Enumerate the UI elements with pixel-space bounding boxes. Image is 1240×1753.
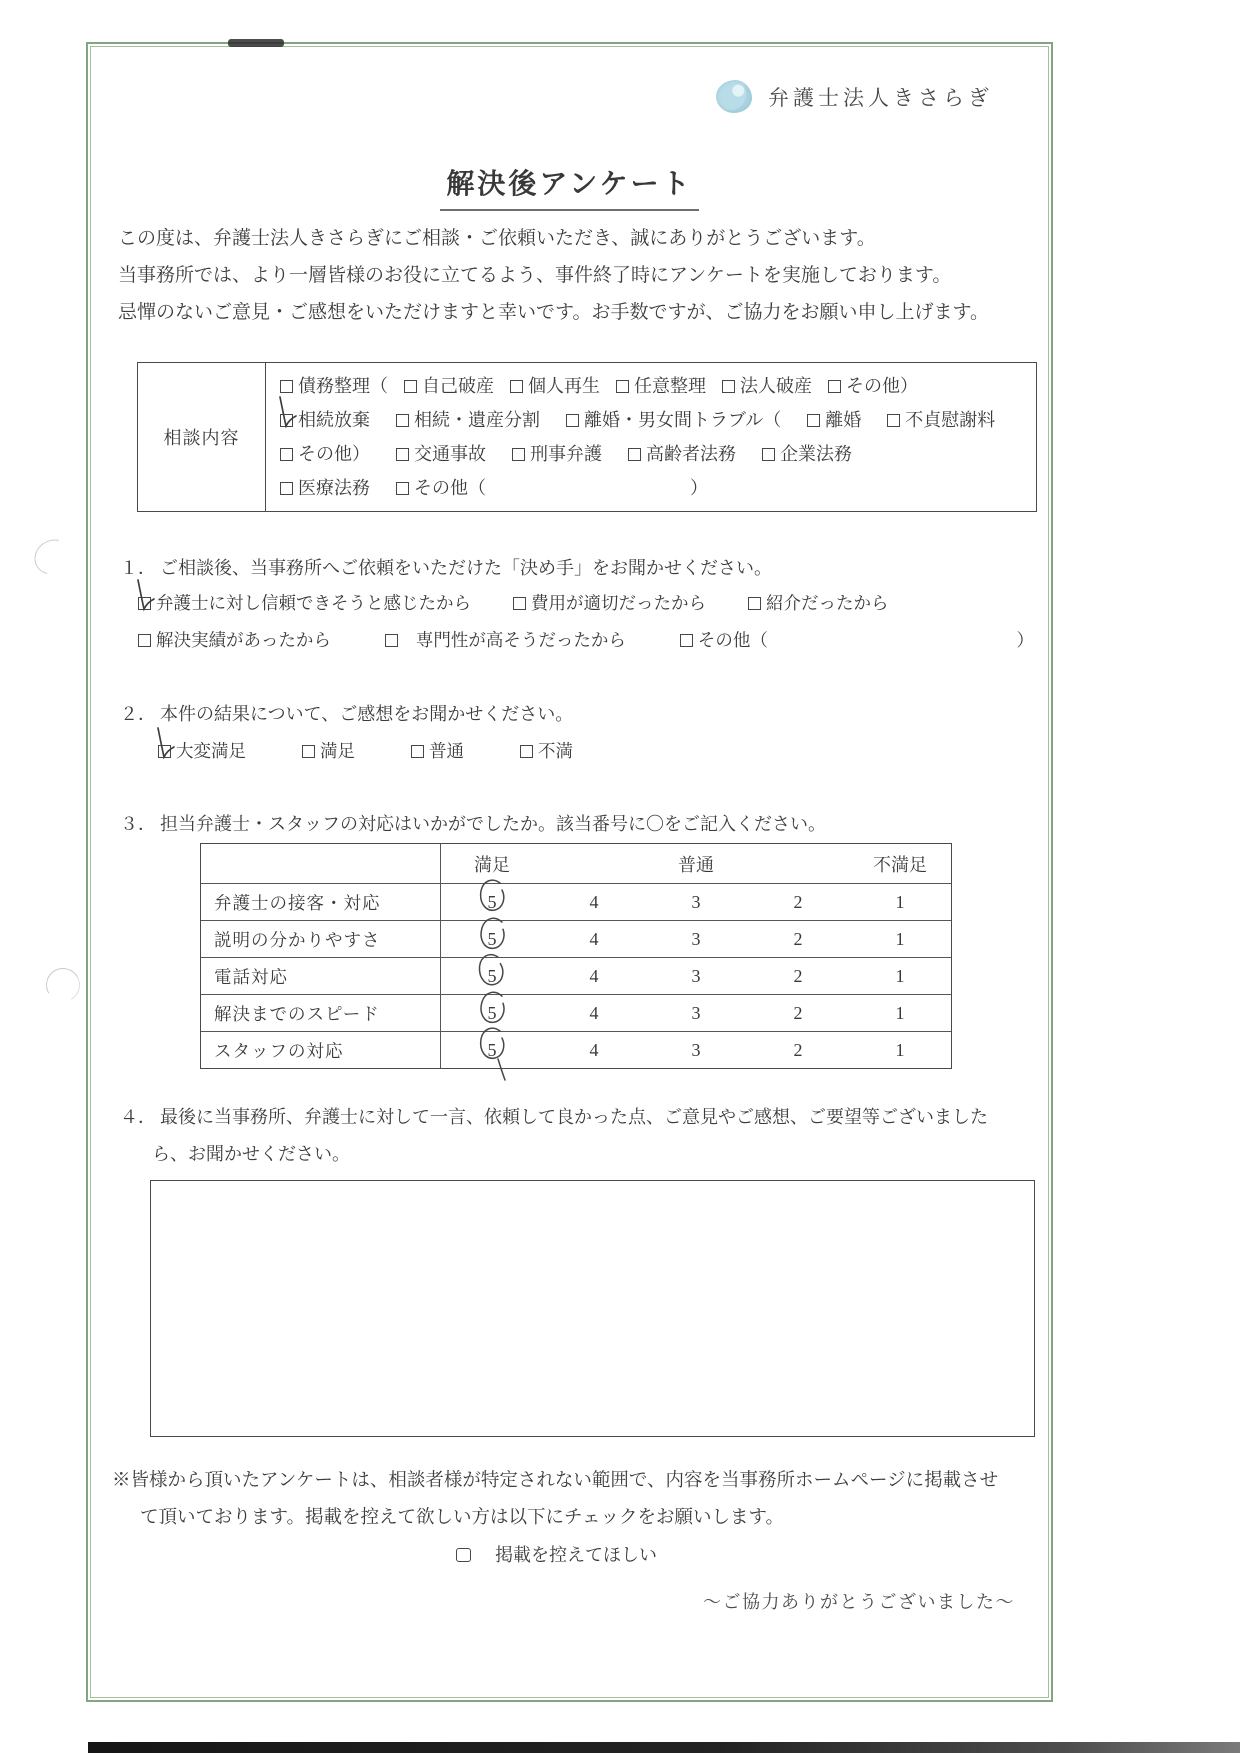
rating-value[interactable] [543,958,645,994]
rating-number: 5 [487,1002,497,1023]
paren-close: ） [1016,630,1034,650]
checkbox[interactable] [280,414,293,427]
rating-value[interactable] [747,995,849,1031]
checkbox-label: 離婚 [825,410,862,430]
checkbox-option [513,590,706,615]
rating-value[interactable] [645,921,747,957]
rating-value[interactable] [645,995,747,1031]
rating-header-cell: 満足 [474,854,510,875]
consultation-type-options [266,363,1036,511]
checkbox-label: 医療法務 [298,478,370,498]
checkbox-option [566,403,781,437]
checkbox-option [396,471,486,505]
brand-logo [716,80,993,113]
rating-value[interactable] [543,921,645,957]
checkbox-label: 満足 [320,741,355,761]
checkbox[interactable] [762,448,775,461]
comment-input-box[interactable] [150,1180,1035,1437]
checkbox-label: その他（ [414,478,486,498]
checkbox[interactable] [411,745,424,758]
intro-paragraph [118,220,989,331]
checkbox[interactable] [680,634,693,647]
rating-number: 1 [895,1002,905,1023]
question-3-heading [120,810,826,836]
checkbox-label: 不貞慰謝料 [905,410,996,430]
checkbox-label: その他） [298,444,370,464]
scan-artifact-top [228,39,284,47]
checkbox-option [616,369,706,403]
checkbox[interactable] [404,380,417,393]
brand-globe-icon [716,80,752,113]
checkbox-label: 紹介だったから [766,593,889,613]
rating-number: 4 [589,928,599,949]
rating-value[interactable] [441,1032,543,1068]
handwritten-check-icon [152,726,178,762]
checkbox-label: 普通 [429,741,464,761]
checkbox-label: 大変満足 [176,741,246,761]
intro-line-2: 当事務所では、より一層皆様のお役に立てるよう、事件終了時にアンケートを実施しております。 [118,265,952,286]
handwritten-check-icon [274,395,300,431]
checkbox-option [396,437,486,471]
rating-table [200,843,952,1069]
question-2-heading [120,700,573,726]
checkbox[interactable] [138,597,151,610]
question-2-options [158,738,629,763]
rating-row [201,1031,951,1068]
checkbox[interactable] [280,482,293,495]
rating-row [201,957,951,994]
rating-value[interactable] [645,958,747,994]
question-2-text: 本件の結果について、ご感想をお聞かせください。 [160,704,574,724]
checkbox-option [411,738,464,763]
checkbox[interactable] [396,414,409,427]
consultation-row-2 [280,403,1036,437]
rating-number: 3 [691,928,701,949]
checkbox-option [887,403,995,437]
consultation-row-3 [280,437,1036,471]
rating-number: 4 [589,1002,599,1023]
rating-row [201,994,951,1031]
checkbox-option [138,627,331,652]
checkbox-option [722,369,812,403]
checkbox[interactable] [616,380,629,393]
rating-number: 1 [895,965,905,986]
checkbox-label: 個人再生 [528,376,600,396]
checkbox-label: その他） [846,376,918,396]
checkbox-option [828,369,918,403]
rating-value[interactable] [747,884,849,920]
checkbox[interactable] [628,448,641,461]
rating-number: 2 [793,928,803,949]
rating-number: 3 [691,891,701,912]
rating-header-cells [441,844,951,883]
checkbox-label: 相続放棄 [298,410,370,430]
checkbox-option [512,437,602,471]
rating-value[interactable] [645,1032,747,1068]
intro-line-3: 忌憚のないご意見・ご感想をいただけますと幸いです。お手数ですが、ご協力をお願い申し上げます。 [118,302,989,323]
checkbox-label: 相続・遺産分割 [414,410,540,430]
question-4-heading-line-1 [120,1103,988,1129]
checkbox[interactable] [280,380,293,393]
checkbox[interactable] [138,634,151,647]
optout-row [456,1541,657,1567]
checkbox[interactable] [396,448,409,461]
rating-number: 1 [895,891,905,912]
checkbox-option [280,471,370,505]
question-4-heading-line-2: ら、お聞かせください。 [152,1144,350,1164]
checkbox[interactable] [520,745,533,758]
checkbox-option [280,403,370,437]
rating-value[interactable] [543,884,645,920]
checkbox-option [138,590,471,615]
rating-number: 3 [691,1039,701,1060]
consultation-row-4 [280,471,1036,505]
rating-value[interactable] [849,921,951,957]
checkbox-option [680,627,768,652]
rating-value[interactable] [849,1032,951,1068]
checkbox[interactable] [748,597,761,610]
question-1-text: ご相談後、当事務所へご依頼をいただけた「決め手」をお聞かせください。 [160,558,772,578]
checkbox-label: 交通事故 [414,444,486,464]
rating-value[interactable] [747,958,849,994]
rating-row-label: 説明の分かりやすさ [201,921,441,957]
checkbox-label: 費用が適切だったから [531,593,706,613]
checkbox[interactable] [158,745,171,758]
checkbox-option [510,369,600,403]
consultation-type-label: 相談内容 [138,363,266,511]
checkbox[interactable] [512,448,525,461]
checkbox-label: 不満 [538,741,573,761]
rating-row-label: 電話対応 [201,958,441,994]
checkbox-option [280,437,370,471]
rating-number: 2 [793,965,803,986]
checkbox-label: 弁護士に対し信頼できそうと感じたから [156,593,471,613]
rating-header-cell [543,844,645,883]
question-2-number: ２． [120,704,156,724]
rating-value[interactable] [543,995,645,1031]
rating-table-header [201,844,951,883]
question-3-text: 担当弁護士・スタッフの対応はいかがでしたか。該当番号に〇をご記入ください。 [160,814,826,834]
checkbox[interactable] [807,414,820,427]
rating-number: 5 [487,965,497,986]
rating-table-body [201,883,951,1068]
paren-close: ） [690,478,708,498]
rating-number: 5 [487,928,497,949]
rating-number: 2 [793,1039,803,1060]
thanks-message: ～ご協力ありがとうございました～ [703,1592,1015,1612]
rating-value[interactable] [747,1032,849,1068]
rating-header-cell: 不満足 [873,854,927,875]
brand-name: 弁護士法人きさらぎ [768,85,993,110]
checkbox-option [302,738,355,763]
checkbox-label: 債務整理（ [298,376,388,396]
rating-number: 3 [691,1002,701,1023]
rating-number: 4 [589,1039,599,1060]
checkbox[interactable] [722,380,735,393]
rating-value[interactable] [747,921,849,957]
footer-note-line-2: て頂いております。掲載を控えて欲しい方は以下にチェックをお願いします。 [140,1508,784,1528]
checkbox-option [807,403,861,437]
rating-value[interactable] [645,884,747,920]
question-1-options-line-2 [138,627,1034,652]
rating-number: 3 [691,965,701,986]
checkbox[interactable] [513,597,526,610]
question-4-number: ４． [120,1107,156,1127]
question-1-options-line-1 [138,590,931,615]
hole-punch-mark [28,533,78,581]
checkbox[interactable] [828,380,841,393]
rating-row [201,920,951,957]
question-3-number: ３． [120,814,156,834]
checkbox-label: 法人破産 [740,376,812,396]
rating-number: 2 [793,1002,803,1023]
rating-number: 4 [589,891,599,912]
rating-row-label: 解決までのスピード [201,995,441,1031]
checkbox-label: 自己破産 [422,376,494,396]
checkbox[interactable] [396,482,409,495]
checkbox-label: 企業法務 [780,444,852,464]
rating-value[interactable] [849,958,951,994]
checkbox[interactable] [280,448,293,461]
handwritten-circle-icon [472,1022,512,1072]
rating-number: 1 [895,928,905,949]
rating-number: 1 [895,1039,905,1060]
optout-checkbox[interactable] [456,1548,471,1562]
checkbox-label: 刑事弁護 [530,444,602,464]
rating-number: 2 [793,891,803,912]
handwritten-check-icon [132,578,158,614]
checkbox[interactable] [887,414,900,427]
checkbox-label: 離婚・男女間トラブル（ [584,410,782,430]
consultation-row-1 [280,369,1036,403]
checkbox-option [158,738,246,763]
checkbox-label: その他（ [697,630,768,650]
checkbox-option [385,627,626,652]
checkbox-label: 高齢者法務 [646,444,736,464]
checkbox-option [520,738,573,763]
rating-row-label: 弁護士の接客・対応 [201,884,441,920]
consultation-type-box [137,362,1037,512]
checkbox-option [762,437,852,471]
intro-line-1: この度は、弁護士法人きさらぎにご相談・ご依頼いただき、誠にありがとうございます。 [118,228,876,249]
checkbox[interactable] [566,414,579,427]
hole-punch-mark [42,964,84,1006]
rating-header-cell: 普通 [678,854,714,875]
checkbox-option [748,590,889,615]
rating-number: 4 [589,965,599,986]
checkbox[interactable] [510,380,523,393]
checkbox-option [396,403,540,437]
rating-number: 5 [487,891,497,912]
footer-note-line-1: ※皆様から頂いたアンケートは、相談者様が特定されない範囲で、内容を当事務所ホームページに掲載させ [112,1471,999,1491]
question-1-number: １． [120,558,156,578]
checkbox[interactable] [385,634,398,647]
checkbox[interactable] [302,745,315,758]
form-title: 解決後アンケート [440,162,698,211]
checkbox-option [628,437,736,471]
checkbox-option [404,369,494,403]
question-4-text: 最後に当事務所、弁護士に対して一言、依頼して良かった点、ご意見やご感想、ご要望等ございました [160,1107,988,1127]
scan-artifact-bottom [88,1742,1240,1753]
rating-header-cell [747,844,849,883]
rating-header-spacer [201,844,441,883]
rating-value[interactable] [543,1032,645,1068]
checkbox-label: 任意整理 [634,376,706,396]
rating-row [201,883,951,920]
rating-value[interactable] [849,884,951,920]
question-1-heading [120,554,772,580]
checkbox-label: 専門性が高そうだったから [415,630,626,650]
optout-label: 掲載を控えてほしい [495,1545,657,1565]
rating-value[interactable] [849,995,951,1031]
rating-row-label: スタッフの対応 [201,1032,441,1068]
checkbox-label: 解決実績があったから [156,630,331,650]
rating-number: 5 [487,1039,497,1060]
